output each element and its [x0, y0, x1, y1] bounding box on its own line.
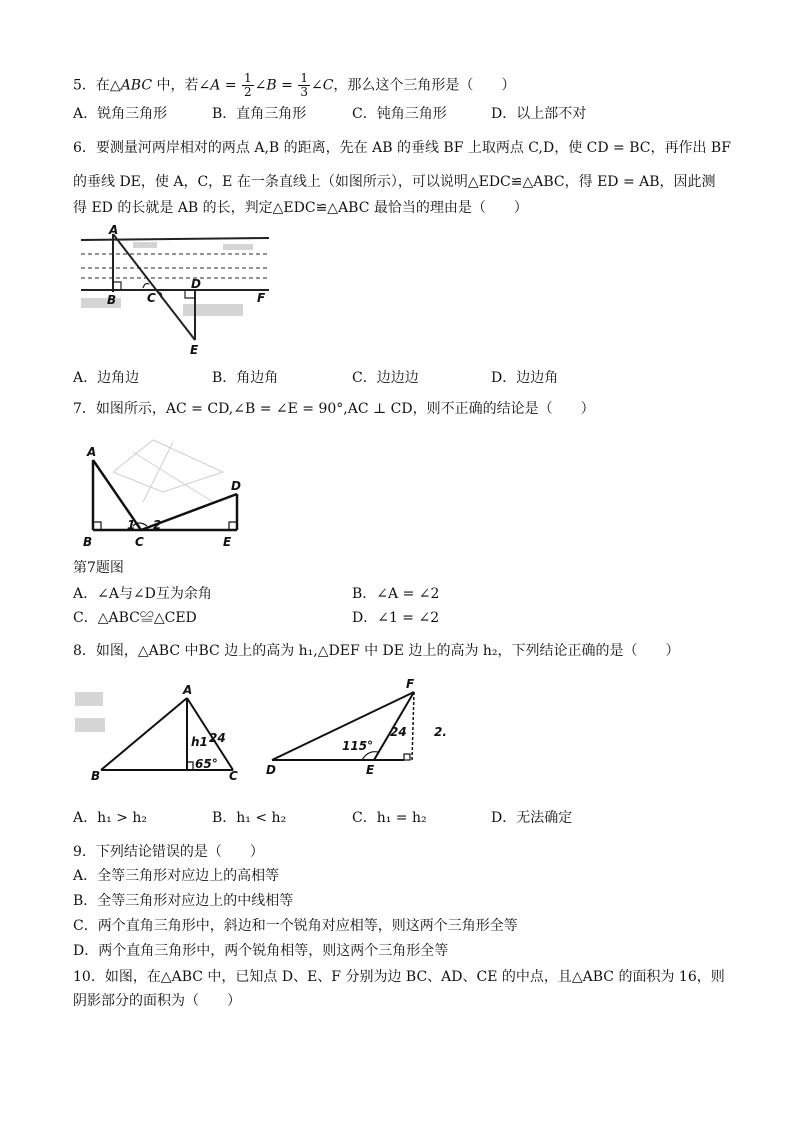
q5-frac1: [242, 72, 254, 99]
q5-option-b[interactable]: B．直角三角形: [212, 106, 307, 122]
q9-option-b[interactable]: B．全等三角形对应边上的中线相等: [73, 893, 294, 909]
q7-label-d: D: [231, 479, 241, 493]
q5-option-a[interactable]: A．锐角三角形: [73, 106, 168, 122]
q6-option-b[interactable]: B．角边角: [212, 370, 279, 386]
q10-line1: 10．如图，在△ABC 中，已知点 D、E、F 分别为边 BC、AD、CE 的中点，且△ABC 的面积为 16，则: [73, 969, 725, 985]
q7-label-2: 2: [153, 518, 162, 532]
q9-option-c[interactable]: C．两个直角三角形中，斜边和一个锐角对应相等，则这两个三角形全等: [73, 918, 518, 934]
q5-angle-b: ∠B: [254, 77, 277, 94]
q8-fig2-label-d: D: [266, 763, 276, 777]
q5-eq1: =: [220, 77, 242, 94]
q7-caption: 第7题图: [73, 560, 124, 576]
q8-fig1-label-24: 24: [209, 731, 226, 745]
q7-option-d[interactable]: D．∠1 = ∠2: [352, 610, 440, 626]
q7-label-b: B: [83, 535, 93, 549]
q8-option-d[interactable]: D．无法确定: [491, 810, 573, 826]
q5-stem: [73, 72, 515, 99]
q8-fig1-label-a: A: [183, 683, 193, 697]
q6-label-d: D: [191, 277, 201, 291]
q8-figure-abc: [73, 680, 253, 784]
q8-option-c[interactable]: C．h₁ = h₂: [352, 810, 427, 826]
q5-angle-a: A: [210, 77, 221, 94]
q5-angle-c: ∠C: [310, 77, 334, 94]
q5-frac1-num: 1: [244, 71, 252, 85]
q5-mid: 中，若∠: [152, 77, 211, 94]
q9-option-a[interactable]: A．全等三角形对应边上的高相等: [73, 868, 280, 884]
q8-fig1-label-c: C: [229, 769, 238, 783]
q7-option-b[interactable]: B．∠A = ∠2: [352, 586, 440, 602]
q7-label-e: E: [223, 535, 232, 549]
q8-option-b[interactable]: B．h₁ < h₂: [212, 810, 287, 826]
q10-line2: 阴影部分的面积为（ ）: [73, 993, 241, 1009]
q5-frac1-den: 2: [244, 85, 252, 99]
q8-stem: 8．如图，△ABC 中BC 边上的高为 h₁,△DEF 中 DE 边上的高为 h₂，下列结论正确的是（ ）: [73, 643, 680, 659]
q8-fig2-label-f: F: [406, 677, 415, 691]
q9-stem: 9．下列结论错误的是（ ）: [73, 844, 264, 860]
q6-option-c[interactable]: C．边边边: [352, 370, 419, 386]
q8-figure-def: [262, 676, 462, 780]
q6-label-b: B: [107, 293, 117, 307]
q5-prefix: 5．在△: [73, 77, 121, 94]
q5-frac2: [298, 72, 310, 99]
q6-river-figure: [73, 224, 273, 356]
q6-label-e: E: [190, 343, 199, 356]
q7-label-1: 1: [127, 518, 136, 532]
q6-label-a: A: [109, 224, 119, 237]
q7-option-c[interactable]: C．△ABC≌△CED: [73, 610, 197, 626]
q8-fig2-label-2: 2.: [434, 725, 447, 739]
q8-option-a[interactable]: A．h₁ > h₂: [73, 810, 147, 826]
q5-option-c[interactable]: C．钝角三角形: [352, 106, 447, 122]
q7-option-a[interactable]: A．∠A与∠D互为余角: [73, 586, 212, 602]
q6-line1: 6．要测量河两岸相对的两点 A,B 的距离，先在 AB 的垂线 BF 上取两点 C,D，使 CD = BC，再作出 BF: [73, 140, 731, 156]
q6-option-a[interactable]: A．边角边: [73, 370, 140, 386]
q8-fig2-label-115: 115°: [342, 739, 374, 753]
q7-label-c: C: [135, 535, 144, 549]
q6-label-f: F: [257, 291, 266, 305]
q5-option-d[interactable]: D．以上部不对: [491, 106, 587, 122]
q9-option-d[interactable]: D．两个直角三角形中，两个锐角相等，则这两个三角形全等: [73, 943, 449, 959]
q8-fig1-label-65: 65°: [195, 757, 218, 771]
q5-suffix: ，那么这个三角形是（ ）: [333, 77, 516, 94]
q5-abc: ABC: [120, 77, 153, 94]
q8-fig1-label-b: B: [91, 769, 101, 783]
q8-fig2-label-e: E: [366, 763, 375, 777]
q6-line2: 的垂线 DE，使 A，C，E 在一条直线上（如图所示），可以说明△EDC≌△ABC，得 ED = AB，因此测: [73, 174, 716, 190]
q5-eq2: =: [276, 77, 298, 94]
q5-frac2-num: 1: [300, 71, 308, 85]
q7-stem: 7．如图所示，AC = CD,∠B = ∠E = 90°,AC ⊥ CD，则不正确的结论是（ ）: [73, 401, 595, 417]
q6-label-c: C: [147, 291, 156, 305]
q6-option-d[interactable]: D．边边角: [491, 370, 559, 386]
q8-fig2-label-24: 24: [390, 725, 407, 739]
q5-frac2-den: 3: [300, 85, 308, 99]
q8-fig1-label-h1: h1: [191, 735, 208, 749]
q7-triangle-figure: [73, 432, 253, 552]
q6-line3: 得 ED 的长就是 AB 的长，判定△EDC≌△ABC 最恰当的理由是（ ）: [73, 200, 528, 216]
q7-label-a: A: [87, 445, 97, 459]
